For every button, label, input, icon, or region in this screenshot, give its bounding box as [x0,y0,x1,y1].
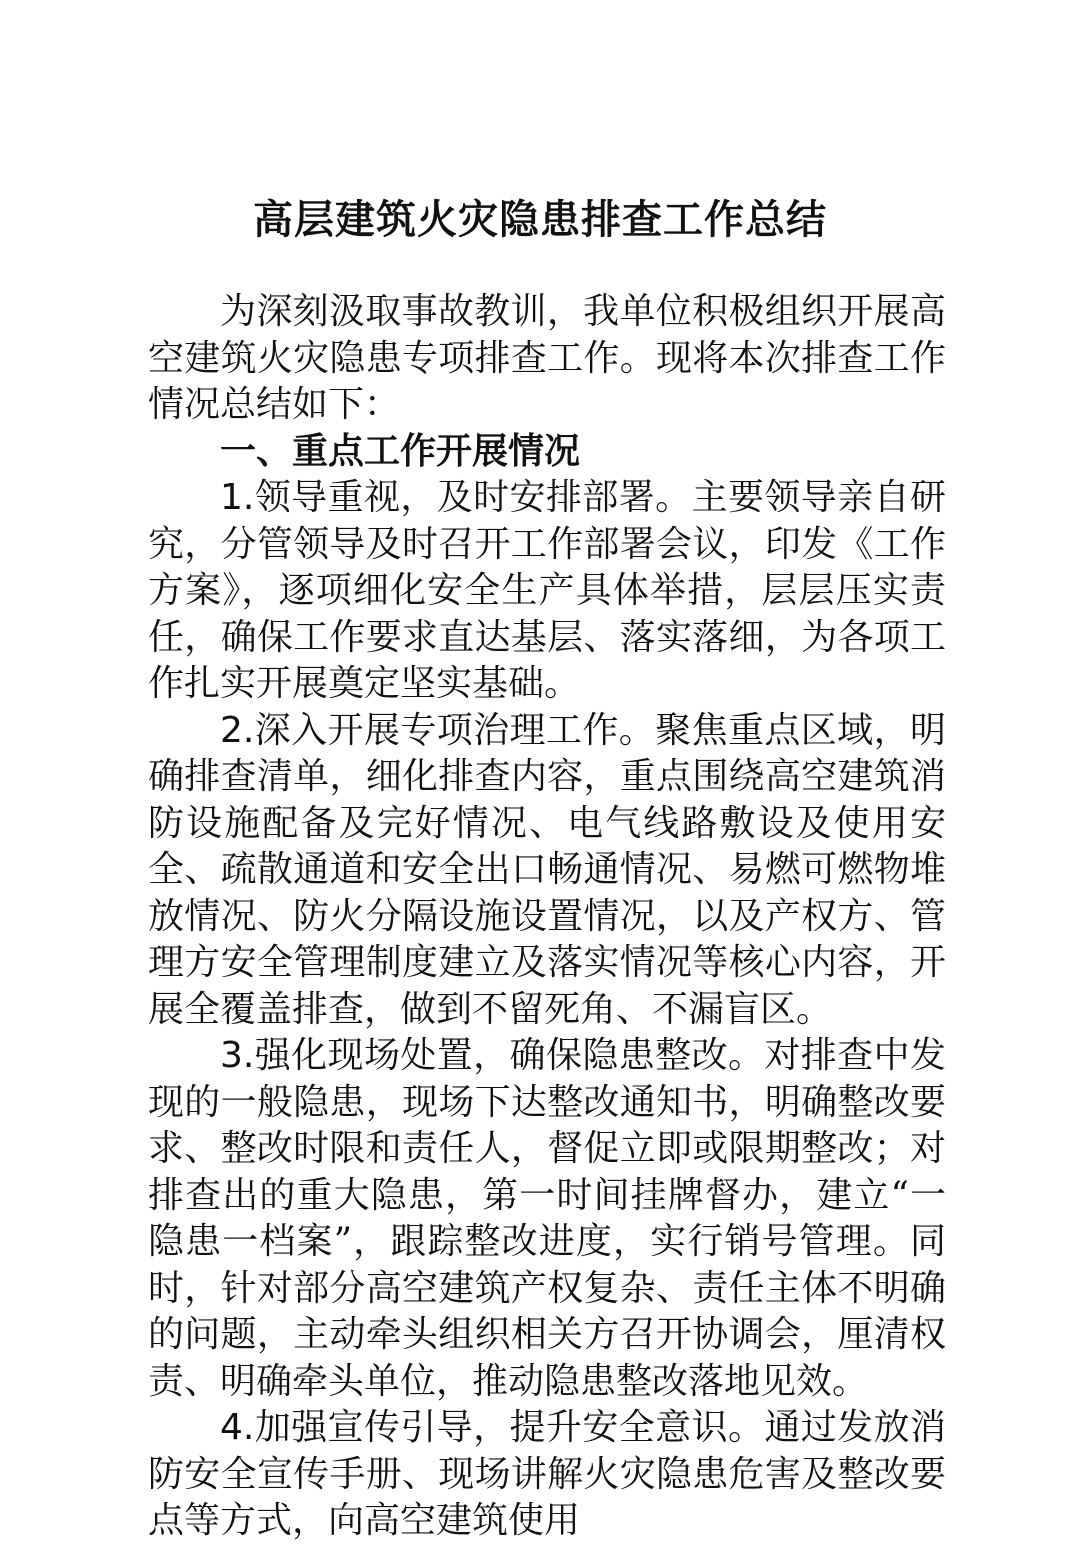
item-text: 通过发放消防安全宣传手册、现场讲解火灾隐患危害及整改要点等方式，向高空建筑使用 [148,1407,946,1541]
item-text: 对排查中发现的一般隐患，现场下达整改通知书，明确整改要求、整改时限和责任人，督促立即或限期整改；对排查出的重大隐患，第一时间挂牌督办，建立“一隐患一档案”，跟踪整改进度，实行销号管理。同时，针对部分高空建筑产权复杂、责任主体不明确的问题，主动牵头组织相关方召开协调会，厘清权责、明确牵头单位，推动隐患整改落地见效。 [148,1035,946,1402]
item-lead: 2.深入开展专项治理工作。 [220,709,656,751]
item-lead: 1.领导重视，及时安排部署。 [220,477,692,518]
intro-paragraph: 为深刻汲取事故教训，我单位积极组织开展高空建筑火灾隐患专项排查工作。现将本次排查工作情况总结如下： [148,291,946,425]
document-title: 高层建筑火灾隐患排查工作总结 [253,196,827,243]
item-paragraph-1 [148,475,946,708]
item-paragraph-3 [148,1033,946,1405]
item-paragraph-4 [148,1405,946,1545]
item-lead: 3.强化现场处置，确保隐患整改。 [220,1035,765,1076]
document-body [148,289,946,1545]
item-text: 聚焦重点区域，明确排查清单，细化排查内容，重点围绕高空建筑消防设施配备及完好情况、电气线路敷设及使用安全、疏散通道和安全出口畅通情况、易燃可燃物堆放情况、防火分隔设施设置情况，以及产权方、管理方安全管理制度建立及落实情况等核心内容，开展全覆盖排查，做到不留死角、不漏盲区。 [148,709,946,1030]
item-paragraph-2 [148,708,946,1034]
section-heading: 一、重点工作开展情况 [220,430,581,472]
item-text: 主要领导亲自研究，分管领导及时召开工作部署会议，印发《工作方案》，逐项细化安全生产具体举措，层层压实责任，确保工作要求直达基层、落实落细，为各项工作扎实开展奠定坚实基础。 [148,477,946,704]
item-lead: 4.加强宣传引导，提升安全意识。 [220,1407,765,1448]
